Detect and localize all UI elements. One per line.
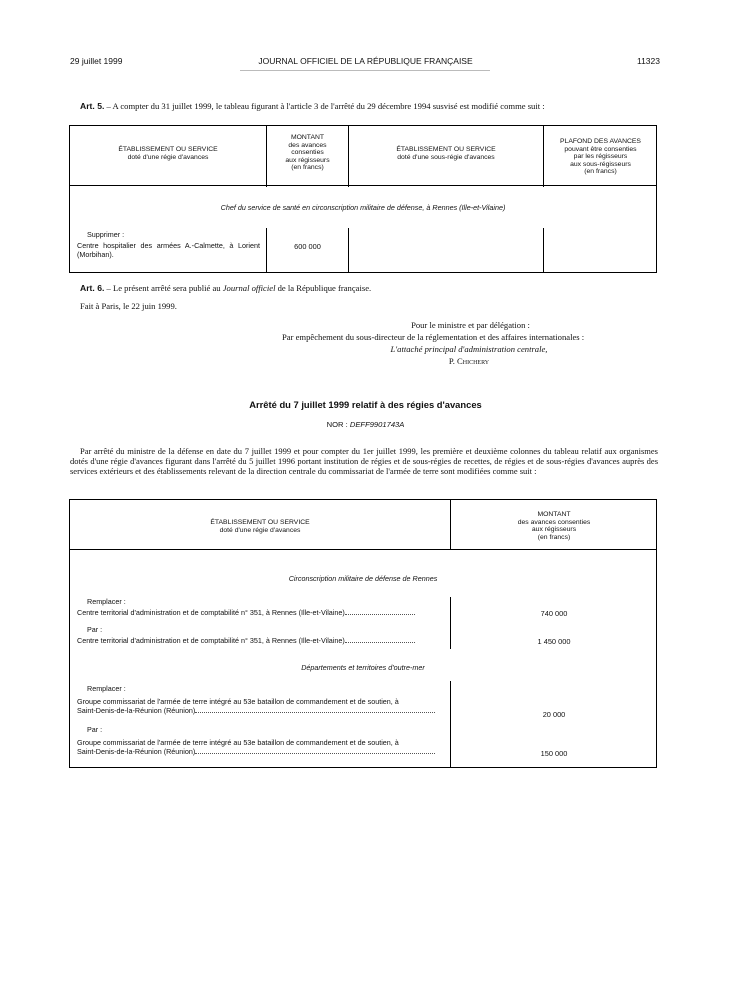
table-2-row4-text-line1: Groupe commissariat de l'armée de terre intégré au 53e bataillon de commandement et de soutien, à <box>77 738 399 747</box>
art6-journal: Journal officiel <box>222 283 276 293</box>
table-2-header-establishment: ÉTABLISSEMENT OU SERVICE doté d'une régie d'avances <box>210 519 310 534</box>
table-2-section-rennes: Circonscription militaire de défense de Rennes <box>288 574 438 583</box>
leader-dots <box>345 608 415 615</box>
signature-name: P. Chichery <box>448 356 490 366</box>
leader-dots <box>345 636 415 643</box>
table-2-row3-text-line2 <box>77 706 447 715</box>
header-date: 29 juillet 1999 <box>70 56 123 66</box>
nor-label: NOR : <box>326 420 350 429</box>
arrete-intro: Par arrêté du ministre de la défense en date du 7 juillet 1999 et pour compter du 1er juillet 1999, les première et deuxième colonnes du tableau relatif aux organismes dotés d'une régie d'avances figurant dans l'arrêté du 5 juillet 1996 portant institution de régies et de sous-régies de recettes, de régies et de sous-régies d'avances auprès des services extérieurs et des établissements relevant de la direction centrale du commissariat de l'armée de terre sont modifiées comme suit : <box>70 446 658 476</box>
table-2-row3-label: Remplacer : <box>87 684 126 693</box>
table-1-header-amount: MONTANT des avances consenties aux régisseurs (en francs) <box>285 134 330 172</box>
table-2-row3-amount: 20 000 <box>542 710 566 719</box>
fait-a-paris: Fait à Paris, le 22 juin 1999. <box>80 301 177 311</box>
table-2-row1-text <box>77 608 447 617</box>
table-2-row3-text-line1: Groupe commissariat de l'armée de terre intégré au 53e bataillon de commandement et de soutien, à <box>77 697 399 706</box>
art5-label: Art. 5. <box>80 101 105 111</box>
table-2-row4-amount: 150 000 <box>540 749 568 758</box>
table-2-section-dom-tom: Départements et territoires d'outre-mer <box>301 663 425 672</box>
nor-value: DEFF9901743A <box>349 420 405 429</box>
leader-dots <box>195 706 435 713</box>
table-1-section-title: Chef du service de santé en circonscription militaire de défense, à Rennes (Ille-et-Vilaine) <box>220 203 506 212</box>
art6-label: Art. 6. <box>80 283 105 293</box>
table-1-col-divider-2b <box>348 228 349 273</box>
header-page: 11323 <box>636 56 660 66</box>
table-2-header-amount: MONTANT des avances consenties aux régisseurs (en francs) <box>517 511 591 541</box>
table-2-row3-place: Saint-Denis-de-la-Réunion (Réunion) <box>77 706 196 715</box>
table-1-header-ceiling: PLAFOND DES AVANCES pouvant être consenties par les régisseurs aux sous-régisseurs (en francs) <box>560 138 641 176</box>
table-2-row2-amount: 1 450 000 <box>537 637 571 646</box>
signature-line-3: L'attaché principal d'administration centrale, <box>390 344 548 354</box>
table-1-header-sub-establishment: ÉTABLISSEMENT OU SERVICE doté d'une sous-régie d'avances <box>396 146 496 161</box>
table-2-row1-amount: 740 000 <box>540 609 568 618</box>
table-2-row4-label: Par : <box>87 725 103 734</box>
table-1-col-divider-3b <box>543 228 544 273</box>
table-1-establishment: Centre hospitalier des armées A.-Calmette, à Lorient (Morbihan). <box>77 241 260 259</box>
table-2-row2-label: Par : <box>87 625 103 634</box>
table-2-row4-text-line2 <box>77 747 447 756</box>
table-2-row1-establishment: Centre territorial d'administration et de comptabilité n° 351, à Rennes (Ille-et-Vilaine) <box>77 608 345 617</box>
table-1-header-establishment: ÉTABLISSEMENT OU SERVICE doté d'une régie d'avances <box>118 146 218 161</box>
art5-paragraph <box>80 101 660 111</box>
table-2-header-rule <box>69 549 657 550</box>
arrete-title: Arrêté du 7 juillet 1999 relatif à des régies d'avances <box>249 399 482 410</box>
header-title: JOURNAL OFFICIEL DE LA RÉPUBLIQUE FRANÇAISE <box>258 56 473 66</box>
art6-text-before: – Le présent arrêté sera publié au <box>104 283 223 293</box>
table-2-row4-place: Saint-Denis-de-la-Réunion (Réunion) <box>77 747 196 756</box>
header-rule <box>240 70 490 71</box>
signature-line-1: Pour le ministre et par délégation : <box>411 320 530 330</box>
art6-paragraph <box>80 283 371 293</box>
table-2-row2-establishment: Centre territorial d'administration et de comptabilité n° 351, à Rennes (Ille-et-Vilaine) <box>77 636 345 645</box>
table-2-row1-label: Remplacer : <box>87 597 126 606</box>
leader-dots <box>195 747 435 754</box>
signature-line-2: Par empêchement du sous-directeur de la réglementation et des affaires internationales : <box>282 332 585 342</box>
art6-text-after: de la République française. <box>275 283 372 293</box>
table-1-header-rule <box>69 185 657 186</box>
table-1-amount: 600 000 <box>294 242 321 251</box>
arrete-nor <box>0 420 731 429</box>
art5-text: – A compter du 31 juillet 1999, le tableau figurant à l'article 3 de l'arrêté du 29 décembre 1994 susvisé est modifié comme suit : <box>104 101 545 111</box>
table-2-row2-text <box>77 636 447 645</box>
table-1-action-label: Supprimer : <box>87 230 125 239</box>
